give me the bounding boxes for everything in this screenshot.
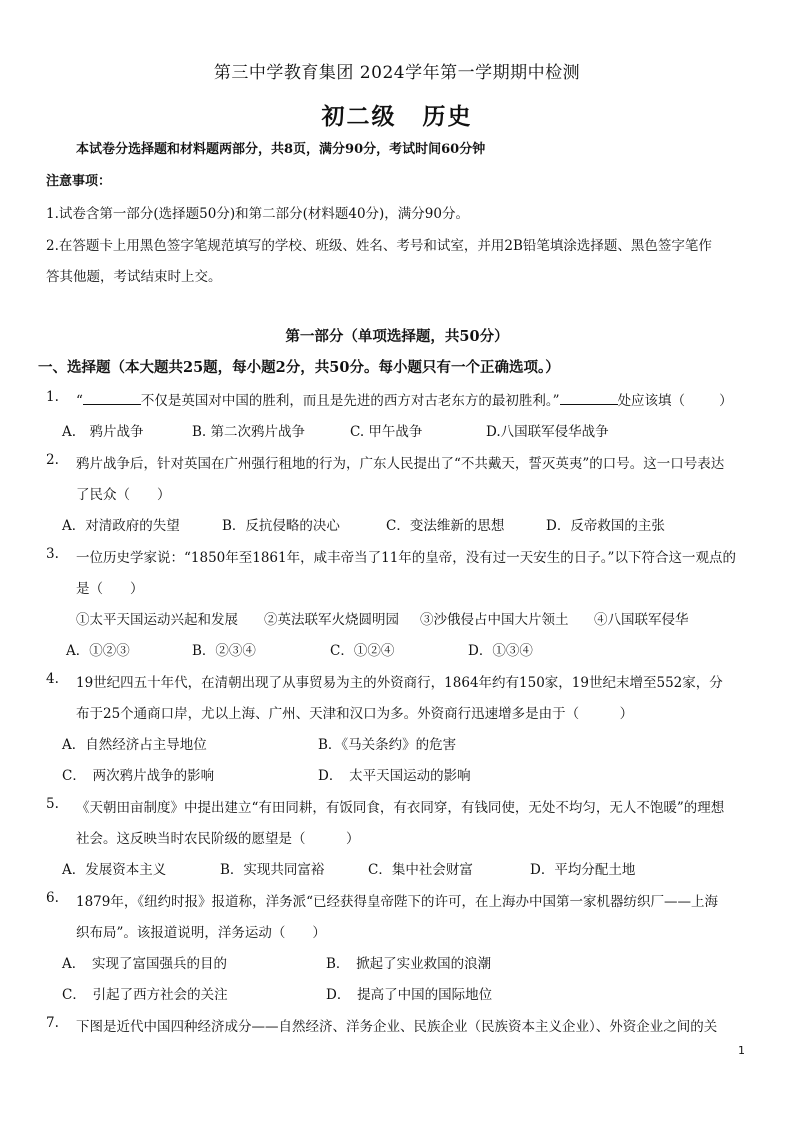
q1-stem-mid: 不仅是英国对中国的胜利，而且是先进的西方对古老东方的最初胜利。” (140, 393, 560, 409)
q2-stem-line-1: 鸦片战争后，针对英国在广州强行租地的行为，广东人民提出了“不共戴天，誓灭英夷”的口号。这一口号表达 (76, 456, 725, 472)
q5-option-c: C．集中社会财富 (368, 862, 473, 878)
section-heading: 一、选择题（本大题共25题，每小题2分，共50分。每小题只有一个正确选项。） (38, 359, 560, 376)
q1-option-a: A. 鸦片战争 (62, 424, 144, 440)
q6-option-b: B． 掀起了实业救国的浪潮 (326, 956, 492, 972)
q6-stem-line-1: 1879年，《纽约时报》报道称，洋务派“已经获得皇帝陛下的许可，在上海办中国第一家机器纺织厂——上海 (76, 894, 719, 910)
q6-option-a: A． 实现了富国强兵的目的 (62, 956, 227, 972)
q3-stem-line-1: 一位历史学家说：“1850年至1861年，咸丰帝当了11年的皇帝，没有过一天安生的日子。”以下符合这一观点的 (76, 550, 736, 566)
q2-option-c: C．变法维新的思想 (386, 518, 505, 534)
q3-item-3: ③沙俄侵占中国大片领土 (420, 612, 569, 628)
grade-label: 初二级 (321, 103, 397, 130)
q3-option-a: A．①②③ (66, 643, 130, 659)
q1-option-c: C. 甲午战争 (350, 424, 423, 440)
q3-number: 3. (46, 546, 59, 562)
q1-number: 1. (46, 389, 59, 405)
q1-stem (76, 389, 733, 409)
q4-stem-line-2: 布于25个通商口岸，尤以上海、广州、天津和汉口为多。外资商行迅速增多是由于（ ） (76, 706, 634, 722)
q2-option-d: D．反帝救国的主张 (546, 518, 665, 534)
notice-item-2-line-1: 2.在答题卡上用黑色签字笔规范填写的学校、班级、姓名、考号和试室，并用2B铅笔填涂选择题、黑色签字笔作 (46, 238, 712, 254)
q3-item-4: ④八国联军侵华 (594, 612, 689, 628)
q1-option-d: D.八国联军侵华战争 (486, 424, 609, 440)
q4-stem-line-1: 19世纪四五十年代，在清朝出现了从事贸易为主的外资商行，1864年约有150家，19世纪末增至552家，分 (76, 675, 723, 691)
q4-option-b: B．《马关条约》的危害 (318, 737, 457, 753)
q7-stem-line-1: 下图是近代中国四种经济成分——自然经济、洋务企业、民族企业（民族资本主义企业）、外资企业之间的关 (76, 1019, 718, 1035)
q4-option-c: C． 两次鸦片战争的影响 (62, 768, 215, 784)
q1-blank-2 (560, 392, 618, 405)
q5-option-b: B．实现共同富裕 (220, 862, 325, 878)
exam-subtitle (0, 98, 794, 131)
q1-stem-close: ） (719, 393, 733, 409)
q6-number: 6. (46, 890, 59, 906)
q3-item-1: ①太平天国运动兴起和发展 (76, 612, 238, 628)
q1-option-b: B. 第二次鸦片战争 (192, 424, 306, 440)
notice-item-1: 1.试卷含第一部分(选择题50分)和第二部分(材料题40分)，满分90分。 (46, 206, 469, 222)
q1-stem-open: “ (76, 393, 83, 409)
q3-stem-line-2: 是（ ） (76, 581, 144, 597)
q2-option-b: B．反抗侵略的决心 (222, 518, 340, 534)
q5-stem-line-2: 社会。这反映当时农民阶级的愿望是（ ） (76, 831, 360, 847)
exam-title: 第三中学教育集团 2024学年第一学期期中检测 (213, 63, 581, 83)
notice-item-2-line-2: 答其他题，考试结束时上交。 (46, 269, 222, 285)
q5-number: 5. (46, 796, 59, 812)
subject-label: 历史 (422, 103, 473, 130)
q6-stem-line-2: 织布局”。该报道说明，洋务运动（ ） (76, 925, 326, 941)
q4-option-d: D． 太平天国运动的影响 (318, 768, 471, 784)
q2-stem-line-2: 了民众（ ） (76, 487, 171, 503)
q7-number: 7. (46, 1015, 59, 1031)
q6-option-d: D． 提高了中国的国际地位 (326, 987, 493, 1003)
q3-item-2: ②英法联军火烧圆明园 (264, 612, 399, 628)
q6-option-c: C． 引起了西方社会的关注 (62, 987, 228, 1003)
q1-stem-end: 处应该填（ (617, 393, 686, 409)
notice-heading: 注意事项： (46, 174, 112, 189)
q1-blank-1 (83, 392, 141, 405)
q2-option-a: A．对清政府的失望 (62, 518, 180, 534)
q3-option-d: D．①③④ (468, 643, 533, 659)
q5-stem-line-1: 《天朝田亩制度》中提出建立“有田同耕，有饭同食，有衣同穿，有钱同使，无处不均匀，无人不饱暖”的理想 (76, 800, 725, 816)
q3-option-c: C．①②④ (330, 643, 395, 659)
part1-heading: 第一部分（单项选择题，共50分） (285, 328, 509, 345)
q5-option-d: D．平均分配土地 (530, 862, 636, 878)
q3-option-b: B．②③④ (192, 643, 256, 659)
q4-option-a: A．自然经济占主导地位 (62, 737, 207, 753)
q4-number: 4. (46, 671, 59, 687)
q5-option-a: A．发展资本主义 (62, 862, 167, 878)
q2-number: 2. (46, 452, 59, 468)
exam-info: 本试卷分选择题和材料题两部分，共8页，满分90分，考试时间60分钟 (76, 142, 486, 157)
page-number: 1 (738, 1044, 745, 1057)
